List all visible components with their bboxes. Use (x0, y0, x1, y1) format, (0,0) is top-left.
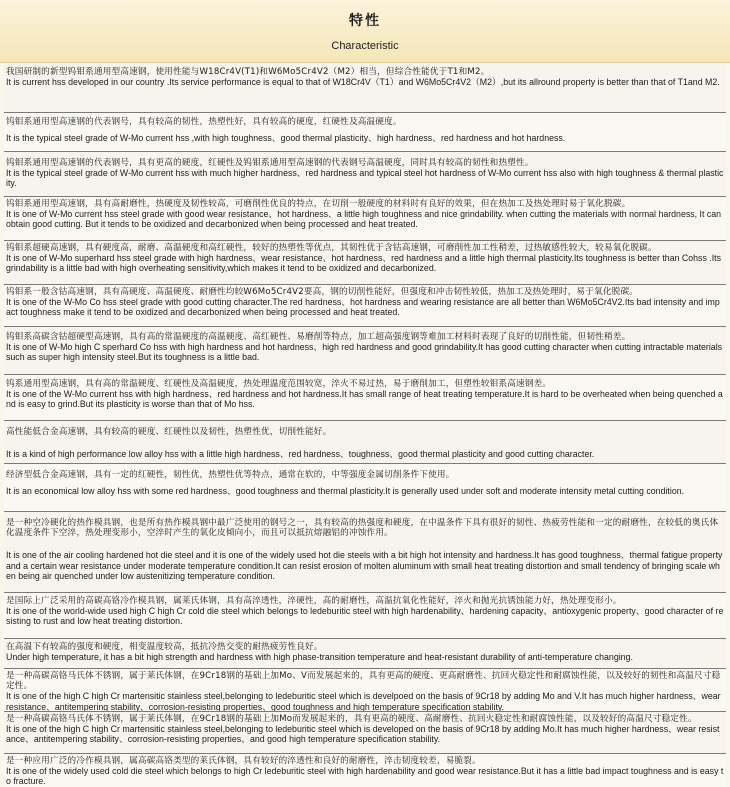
row-text-en: It is one of W-Mo current hss steel grade with good wear resistance、hot hardness、a little high toughness and nice grindability. when cutting the materials with normal hardness, It can obtain good cutting. But it tends to be oxidized and decarbonized when being processed and heat treated. (6, 209, 722, 230)
row-text-en: It is one of the W-Mo Co hss steel grade with good cutting character.The red hardness、hot hardness and wearing resistance are all better than W6Mo5Cr4V2.Its bad intensity and impact toughness make it tend to be oxidized and decarbonized when being processed and heat treated. (6, 297, 720, 318)
row-text-cn: 钨钼系通用型高速钢，具有高耐磨性，热硬度及韧性较高，可磨削性优良的特点，在切削一般硬度的材料时有良好的效果，但在热加工及热处理时易于氧化脱碳。 (6, 199, 631, 209)
row-text-en: It is one of the high C high Cr martensitic stainless steel,belonging to ledeburitic steel which is develpoed on the basis of 9Cr18 by adding Mo and V.It has much higher hardness、wear resistance、antitempering stability、corrosion-resisting properties、good toughness and high temperature specification stability. (6, 691, 721, 712)
table-row (4, 593, 726, 639)
row-text-cn: 钨钼系一般含钴高速钢，具有高硬度、高温硬度、耐磨性均较W6Mo5Cr4V2要高，钢的切削性能好，但强度和冲击韧性较低，热加工及热处理时，易于氧化脱碳。 (6, 287, 639, 297)
table-row (4, 712, 726, 754)
row-text-en: It is one of the world-wide used high C high Cr cold die steel which belongs to ledeburitic steel with high hardenability、hardening capacity、antioxygenic property、good character of resisting to rust and low heat treating distortion. (6, 606, 724, 627)
row-text-en: It is a kind of high performance low alloy hss with a little high hardness、red hardness、toughness、good thermal plasticity and good cutting character. (6, 449, 595, 460)
table-row (4, 197, 726, 241)
row-text-cn: 是一种空冷硬化的热作模具钢，也是所有热作模具钢中最广泛使用的钢号之一，具有较高的热强度和硬度，在中温条件下具有很好的韧性、热疲劳性能和一定的耐磨性，在较低的奥氏体化温度条件下空淬，热处理变形小，空淬时产生的氧化皮倾向小，而且可以抵抗熔融铝的冲蚀作用。 (6, 518, 719, 539)
row-text-en: It is one of the W-Mo current hss with high hardness、red hardness and hot hardness.It has small range of heat treating temperature.It is hard to be overheated when being quenched and is easy to grind.But its plasticity is worse than that of Mo hss. (6, 389, 723, 410)
row-text-cn: 高性能低合金高速钢，具有较高的硬度、红硬性以及韧性，热塑性优，切削性能好。 (6, 427, 332, 437)
row-text-cn: 在高温下有较高的强度和硬度，相变温度较高，抵抗冷热交变的耐热疲劳性良好。 (6, 642, 323, 652)
table-row (4, 754, 726, 787)
row-text-en: It is current hss developed in our country .Its service performance is equal to that of W18Cr4V（T1）and W6Mo5Cr4V2（M2）,but its allround property is better than that of T1and M2. (6, 77, 720, 88)
row-text-cn: 是一种高碳高铬马氏体不锈钢，属于莱氏体钢，在9Cr18钢的基础上加Mo、V而发展起来的，具有更高的硬度、更高耐磨性、抗回火稳定性和耐腐蚀性能，以及较好的韧性和高温尺寸稳定性。 (6, 671, 721, 692)
table-row (4, 113, 726, 152)
row-text-cn: 是一种应用广泛的冷作模具钢，属高碳高铬类型的莱氏体钢，具有较好的淬透性和良好的耐磨性，淬击韧度较差，易脆裂。 (6, 756, 481, 766)
row-text-cn: 钨钼系通用型高速钢的代表钢号，具有较高的韧性，热塑性好，具有较高的硬度，红硬性及高温硬度。 (6, 117, 402, 127)
row-text-cn: 是一种高碳高铬马氏体不锈钢，属于莱氏体钢，在9Cr18钢的基础上加Mo而发展起来的，具有更高的硬度、高耐磨性、抗回火稳定性和耐腐蚀性能，以及较好的高温尺寸稳定性。 (6, 714, 697, 724)
row-text-en: It is one of the widely used cold die steel which belongs to high Cr ledeburitic steel with high hardenability and good wear resistance.But it has a little bad impact toughness and is easy to fracture. (6, 766, 724, 787)
row-text-cn: 钨系通用型高速钢，具有高的常温硬度、红硬性及高温硬度，热处理温度范围较宽，淬火不易过热，易于磨削加工，但塑性较钼系高速钢差。 (6, 379, 552, 389)
table-row (4, 464, 726, 512)
table-row (4, 639, 726, 669)
characteristic-table (0, 63, 730, 787)
table-row (4, 285, 726, 327)
table-row (4, 512, 726, 593)
row-text-en: It is one of the high C high Cr martensitic stainless steel,belonging to ledeburitic steel which is developed on the basis of 9Cr18 by adding Mo.It has much higher hardness、wear resistance、antitempering stability、corrosion-resisting properties、and good high temperature specification stability. (6, 724, 720, 745)
row-text-en: It is one of the air cooling hardened hot die steel and it is one of the widely used hot die steels with a bit high hot intensity and hardness.It has good toughness、thermal fatigue property and a certain wear resistance under moderate temperature condition.It can resist erosion of molten aluminum with small heat treating distortion and small tendency of bringing scale when being air quenched under low austenitizing temperature condition. (6, 550, 723, 581)
table-row (4, 421, 726, 464)
row-text-en: It is an economical low alloy hss with some red hardness、good toughness and thermal plasticity.It is generally used under soft and moderate intensity metal cutting condition. (6, 486, 685, 497)
table-row (4, 375, 726, 421)
row-text-en: It is the typical steel grade of W-Mo current hss ,with high toughness、good thermal plasticity、high hardness、red hardness and hot hardness. (6, 133, 566, 144)
row-text-cn: 我国研制的新型钨钼系通用型高速钢，使用性能与W18Cr4V(T1)和W6Mo5Cr4V2（M2）相当，但综合性能优于T1和M2。 (6, 67, 490, 77)
table-row (4, 152, 726, 197)
table-row (4, 327, 726, 375)
row-text-cn: 钨钼系通用型高速钢的代表钢号，具有更高的硬度，红硬性及钨钼系通用型高速钢的代表钢号高温硬度，同时具有较高的韧性和热塑性。 (6, 158, 534, 168)
row-text-en: It is the typical steel grade of W-Mo current hss with much higher hardness、red hardness and typical steel hot hardness of W-Mo current hss also with high toughness & thermal plasticity. (6, 168, 724, 189)
table-row (4, 241, 726, 285)
row-text-en: It is one of W-Mo high C sperhard Co hss with high hardness and hot hardness、high red hardness and good grindability.It has good cutting character when cutting intractable materials such as super high intensity steel.But its toughness is a little bad. (6, 342, 723, 363)
row-text-cn: 钨钼系高碳含钴超硬型高速钢，具有高的常温硬度的高温硬度、高红硬性、易磨削等特点，加工超高强度钢等难加工材料时表现了良好的切削性能，但韧性稍差。 (6, 332, 631, 342)
table-row (4, 669, 726, 712)
row-text-en: Under high temperature, it has a bit high strength and hardness with high phase-transition temperature and heat-resistant durability of anti-temperature changing. (6, 652, 633, 663)
row-text-cn: 钨钼系超硬高速钢，具有硬度高，耐磨、高温硬度和高红硬性，较好的热塑性等优点，其韧性优于含钴高速钢，可磨削性加工性稍差，过热敏感性较大，较易氧化脱碳。 (6, 243, 657, 253)
row-text-en: It is one of W-Mo superhard hss steel grade with high hardness、wear resistance、hot hardness、red hardness and a little high thermal plasticity.Its toughness is better than Cohss .Its grindability is a little bad with high overheating sensitivity,which makes it tend to be oxidized and decarbonized. (6, 253, 722, 274)
row-text-cn: 是国际上广泛采用的高碳高铬冷作模具钢，属莱氏体钢，具有高淬透性，淬硬性，高的耐磨性，高温抗氧化性能好，淬火和抛光抗锈蚀能力好，热处理变形小。 (6, 596, 622, 606)
title-english: Characteristic (331, 40, 399, 52)
row-text-cn: 经济型低合金高速钢，具有一定的红硬性，韧性优，热塑性优等特点，通常在软的，中等强度金属切削条件下使用。 (6, 470, 455, 480)
page-header (0, 0, 730, 63)
title-chinese: 特性 (349, 13, 381, 29)
table-row (4, 63, 726, 113)
